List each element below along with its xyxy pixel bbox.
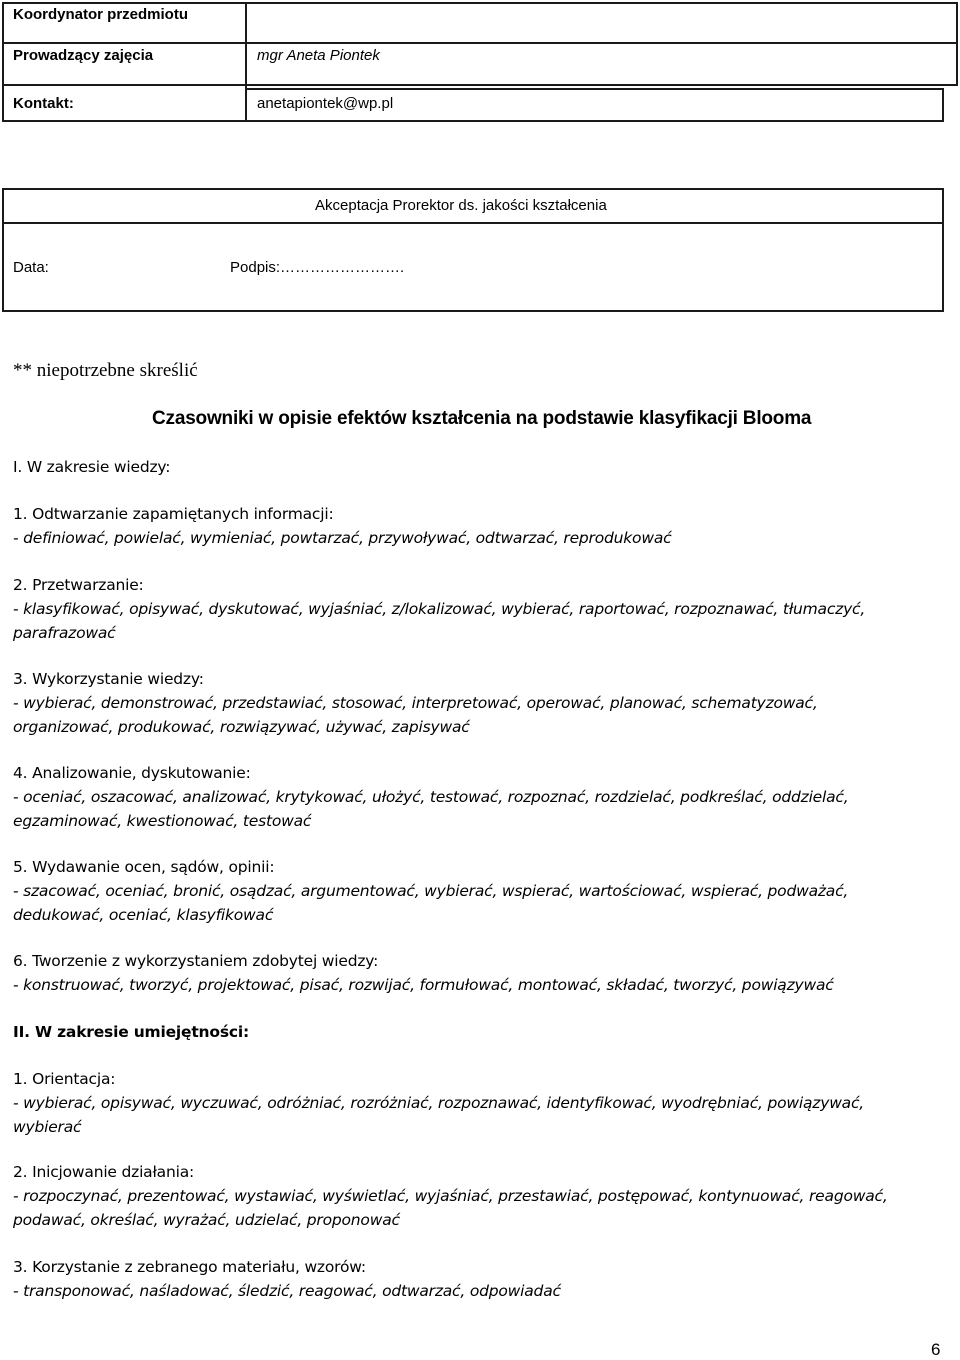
list-item-verbs: - wybierać, demonstrować, przedstawiać, stosować, interpretować, operować, planować, schematyzować, [13,694,818,712]
contact-label: Kontakt: [13,95,74,112]
instructor-label: Prowadzący zajęcia [13,47,154,64]
list-item-label: 3. Korzystanie z zebranego materiału, wzorów: [13,1258,366,1276]
list-item-label: 3. Wykorzystanie wiedzy: [13,670,204,688]
page-heading: Czasowniki w opisie efektów kształcenia na podstawie klasyfikacji Blooma [152,408,812,429]
list-item-label: 1. Odtwarzanie zapamiętanych informacji: [13,505,334,523]
coordinator-label: Koordynator przedmiotu [13,6,188,23]
date-label: Data: [13,259,49,276]
acceptance-sign-cell [2,222,944,312]
list-item-verbs: - szacować, oceniać, bronić, osądzać, argumentować, wybierać, wspierać, wartościować, wspierać, podważać, [13,882,849,900]
contact-value: anetapiontek@wp.pl [257,95,394,112]
list-item-verbs: - oceniać, oszacować, analizować, krytykować, ułożyć, testować, rozpoznać, rozdzielać, podkreślać, oddzielać, [13,788,849,806]
list-item-label: 6. Tworzenie z wykorzystaniem zdobytej wiedzy: [13,952,379,970]
list-item-verbs: - rozpoczynać, prezentować, wystawiać, wyświetlać, wyjaśniać, przestawiać, postępować, kontynuować, reagować, [13,1187,888,1205]
list-item-verbs: - wybierać, opisywać, wyczuwać, odróżniać, rozróżniać, rozpoznawać, identyfikować, wyodrębniać, powiązywać, [13,1094,865,1112]
list-item-label: 4. Analizowanie, dyskutowanie: [13,764,251,782]
list-item-verbs: dedukować, oceniać, klasyfikować [13,906,274,924]
section-2-title: II. W zakresie umiejętności: [13,1023,249,1041]
list-item-verbs: podawać, określać, wyrażać, udzielać, proponować [13,1211,400,1229]
list-item-verbs: wybierać [13,1118,82,1136]
instructor-value: mgr Aneta Piontek [257,47,380,64]
coordinator-value-cell [245,2,958,44]
list-item-label: 2. Inicjowanie działania: [13,1163,195,1181]
section-1-title: I. W zakresie wiedzy: [13,458,171,476]
list-item-label: 5. Wydawanie ocen, sądów, opinii: [13,858,275,876]
list-item-verbs: - transponować, naśladować, śledzić, reagować, odtwarzać, odpowiadać [13,1282,561,1300]
page-number: 6 [931,1340,941,1359]
acceptance-title: Akceptacja Prorektor ds. jakości kształcenia [315,197,607,214]
footnote: ** niepotrzebne skreślić [13,360,198,381]
list-item-label: 1. Orientacja: [13,1070,116,1088]
list-item-verbs: - klasyfikować, opisywać, dyskutować, wyjaśniać, z/lokalizować, wybierać, raportować, rozpoznawać, tłumaczyć, [13,600,866,618]
list-item-verbs: - definiować, powielać, wymieniać, powtarzać, przywoływać, odtwarzać, reprodukować [13,529,672,547]
list-item-verbs: organizować, produkować, rozwiązywać, używać, zapisywać [13,718,470,736]
list-item-verbs: - konstruować, tworzyć, projektować, pisać, rozwijać, formułować, montować, składać, tworzyć, powiązywać [13,976,834,994]
signature-label: Podpis:……………………. [230,259,405,276]
list-item-label: 2. Przetwarzanie: [13,576,144,594]
list-item-verbs: parafrazować [13,624,116,642]
list-item-verbs: egzaminować, kwestionować, testować [13,812,312,830]
